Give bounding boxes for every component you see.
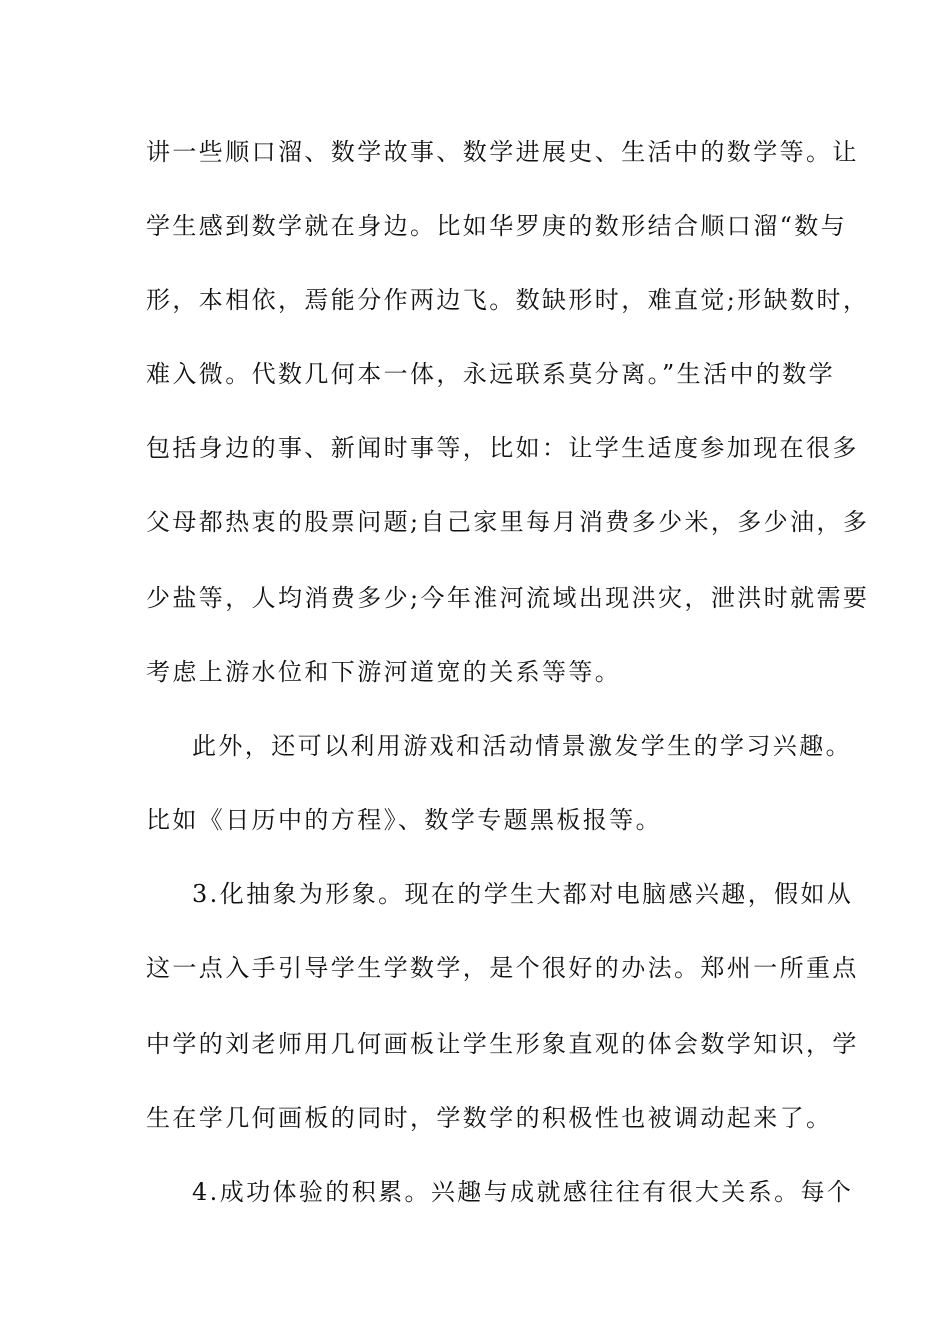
body-text-line: 形，本相依，焉能分作两边飞。数缺形时，难直觉;形缺数时， bbox=[146, 286, 870, 314]
body-text-line: 讲一些顺口溜、数学故事、数学进展史、生活中的数学等。让 bbox=[146, 138, 859, 166]
body-text-line: 中学的刘老师用几何画板让学生形象直观的体会数学知识，学 bbox=[146, 1030, 859, 1058]
body-text-line: 比如《日历中的方程》、数学专题黑板报等。 bbox=[146, 806, 662, 834]
body-text-line: 难入微。代数几何本一体，永远联系莫分离。”生活中的数学 bbox=[146, 360, 836, 388]
body-text-line: 父母都热衷的股票问题;自己家里每月消费多少米，多少油，多 bbox=[146, 508, 870, 536]
body-text-line: 少盐等，人均消费多少;今年淮河流域出现洪灾，泄洪时就需要 bbox=[146, 584, 870, 612]
body-text-line: 包括身边的事、新闻时事等，比如：让学生适度参加现在很多 bbox=[146, 434, 859, 462]
body-text-line: 这一点入手引导学生学数学，是个很好的办法。郑州一所重点 bbox=[146, 954, 859, 982]
body-text-line: 考虑上游水位和下游河道宽的关系等等。 bbox=[146, 658, 622, 686]
paragraph-start-line: 4.成功体验的积累。兴趣与成就感往往有很大关系。每个 bbox=[192, 1178, 854, 1206]
body-text-line: 学生感到数学就在身边。比如华罗庚的数形结合顺口溜“数与 bbox=[146, 212, 848, 240]
body-text-line: 生在学几何画板的同时，学数学的积极性也被调动起来了。 bbox=[146, 1104, 833, 1132]
paragraph-start-line: 3.化抽象为形象。现在的学生大都对电脑感兴趣，假如从 bbox=[192, 880, 854, 908]
paragraph-start-line: 此外，还可以利用游戏和活动情景激发学生的学习兴趣。 bbox=[192, 732, 852, 760]
